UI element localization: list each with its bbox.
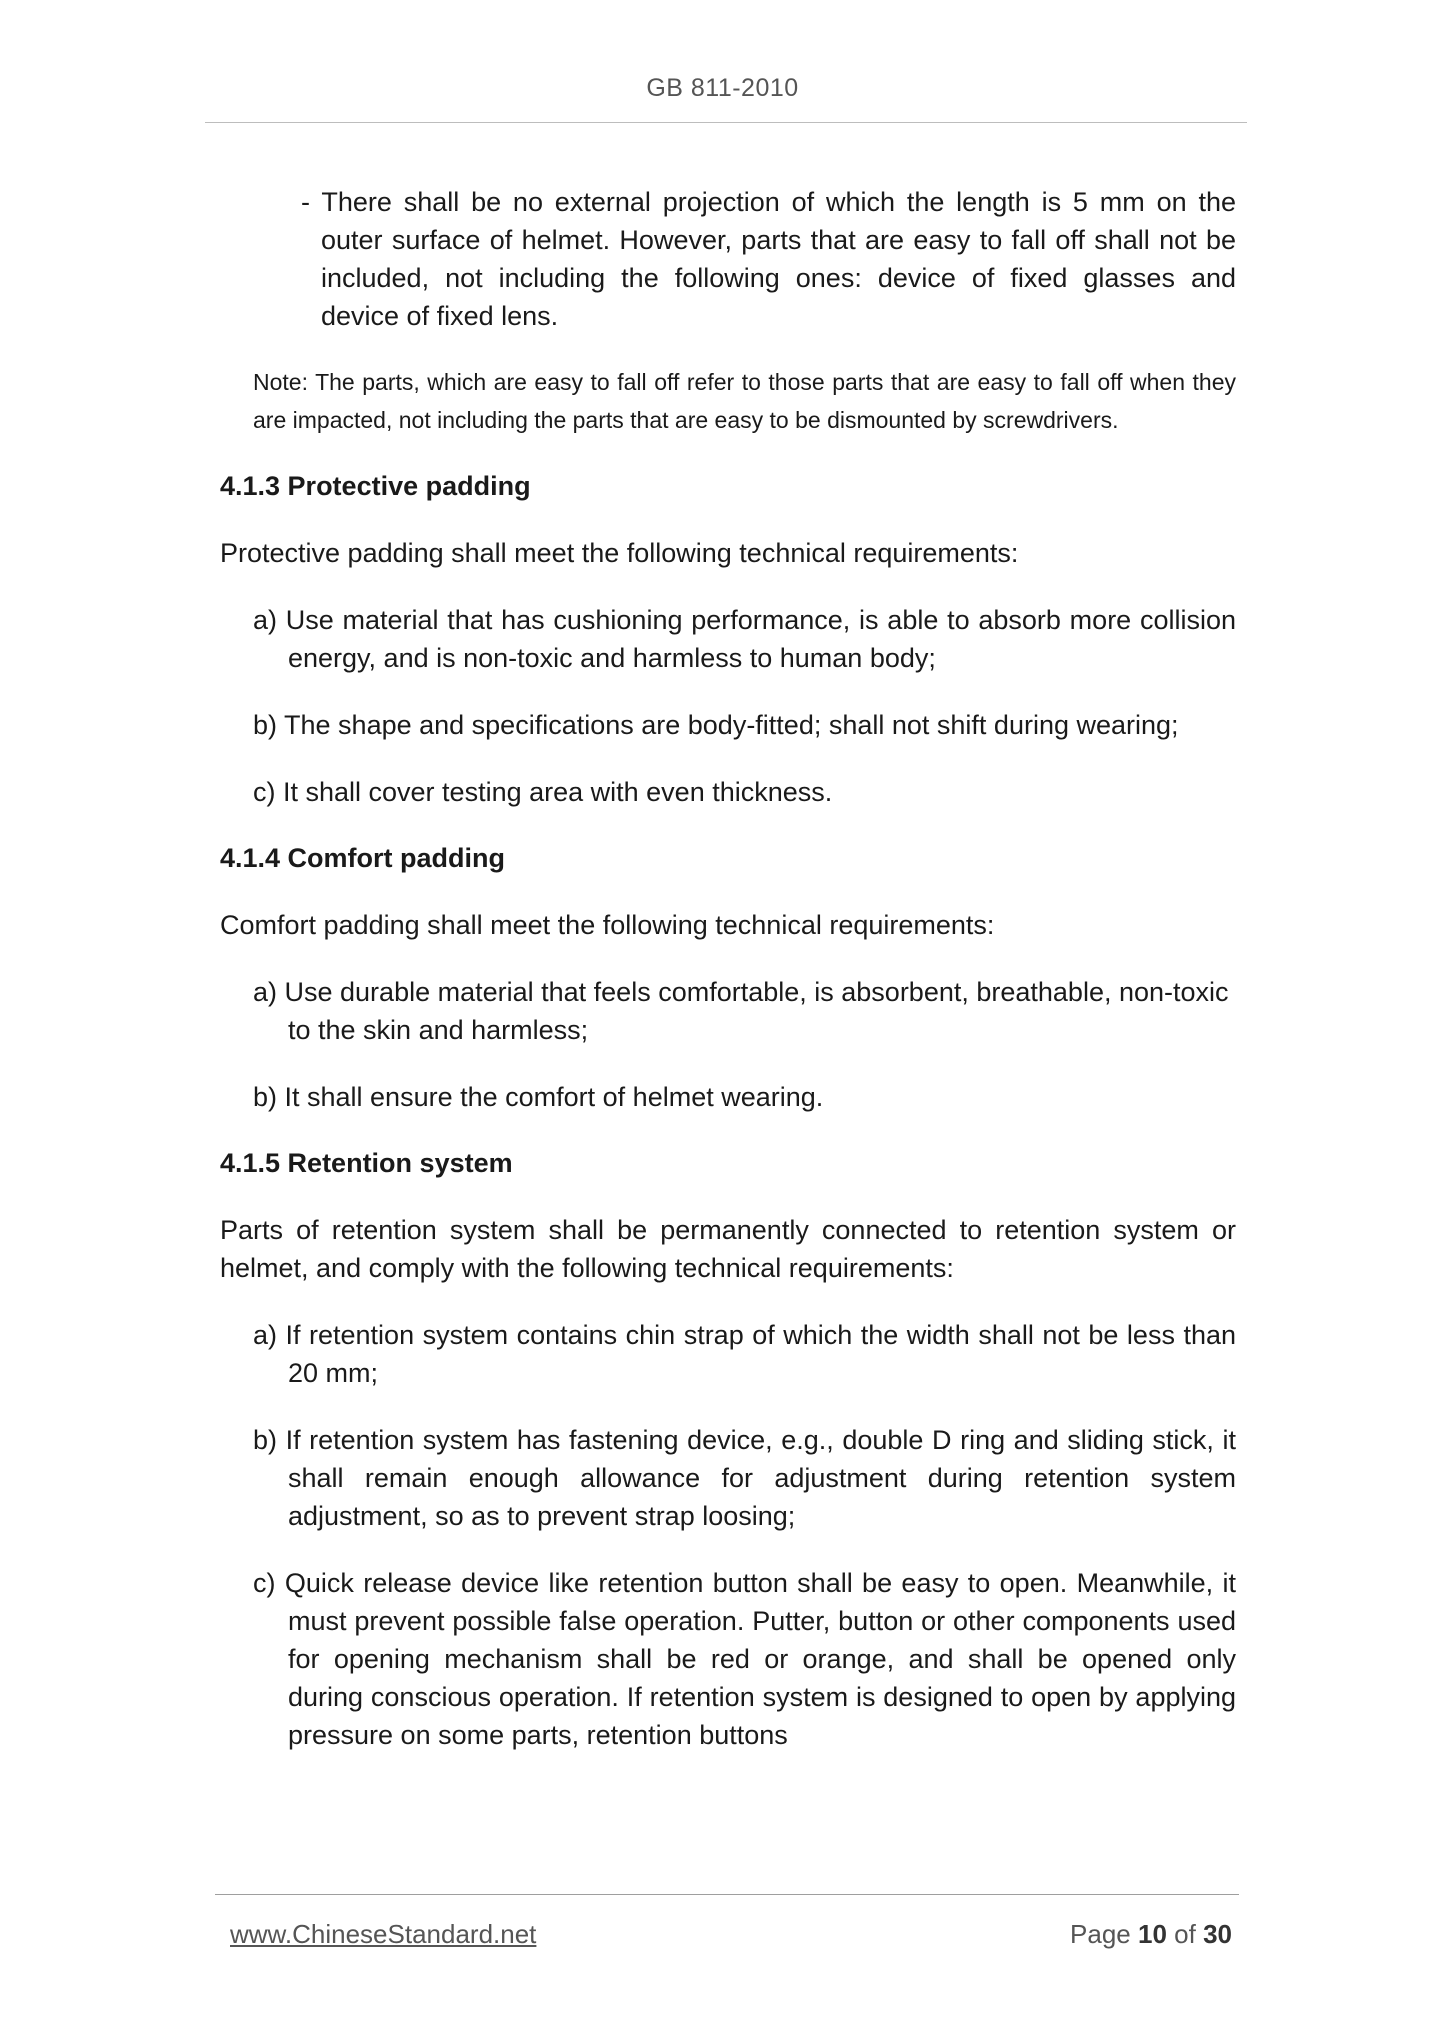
paragraph-4-1-5: Parts of retention system shall be permanently connected to retention system or helmet, and comply with the following technical requirements: [220,1215,1236,1283]
section-heading-4-1-5: 4.1.5 Retention system [220,1148,513,1178]
list-item-4-1-4-a: a) Use durable material that feels comfortable, is absorbent, breathable, non-toxic to the skin and harmless; [253,977,1229,1045]
page-current: 10 [1138,1919,1167,1949]
page-body [220,183,1236,1754]
page-total: 30 [1203,1919,1232,1949]
page-of: of [1174,1919,1196,1949]
website-link[interactable]: www.ChineseStandard.net [230,1919,537,1949]
section-heading-4-1-4: 4.1.4 Comfort padding [220,843,506,873]
list-item-4-1-3-b: b) The shape and specifications are body-fitted; shall not shift during wearing; [253,710,1179,740]
page-indicator [1070,1919,1232,1950]
list-item-4-1-4-b: b) It shall ensure the comfort of helmet wearing. [253,1082,824,1112]
list-item-4-1-5-b: b) If retention system has fastening device, e.g., double D ring and sliding stick, it shall remain enough allowance for adjustment during retention system adjustment, so as to prevent strap loosing; [253,1425,1236,1531]
document-code-header: GB 811-2010 [646,74,799,102]
list-item-4-1-5-c: c) Quick release device like retention button shall be easy to open. Meanwhile, it must prevent possible false operation. Putter, button or other components used for opening mechanism shall be red or orange, and shall be opened only during conscious operation. If retention system is designed to open by applying pressure on some parts, retention buttons [253,1568,1236,1750]
paragraph-4-1-4: Comfort padding shall meet the following technical requirements: [220,910,995,940]
note-paragraph: Note: The parts, which are easy to fall off refer to those parts that are easy to fall off when they are impacted, not including the parts that are easy to be dismounted by screwdrivers. [253,369,1236,433]
header-divider [205,122,1247,123]
footer-divider [215,1894,1239,1895]
list-item-projection: - There shall be no external projection of which the length is 5 mm on the outer surface of helmet. However, parts that are easy to fall off shall not be included, not including the following ones: device of fixed glasses and device of fixed lens. [301,187,1236,331]
list-item-4-1-3-a: a) Use material that has cushioning performance, is able to absorb more collision energy, and is non-toxic and harmless to human body; [253,605,1236,673]
list-item-4-1-3-c: c) It shall cover testing area with even thickness. [253,777,833,807]
page-label: Page [1070,1919,1131,1949]
paragraph-4-1-3: Protective padding shall meet the following technical requirements: [220,538,1019,568]
list-item-4-1-5-a: a) If retention system contains chin strap of which the width shall not be less than 20 mm; [253,1320,1236,1388]
section-heading-4-1-3: 4.1.3 Protective padding [220,471,531,501]
